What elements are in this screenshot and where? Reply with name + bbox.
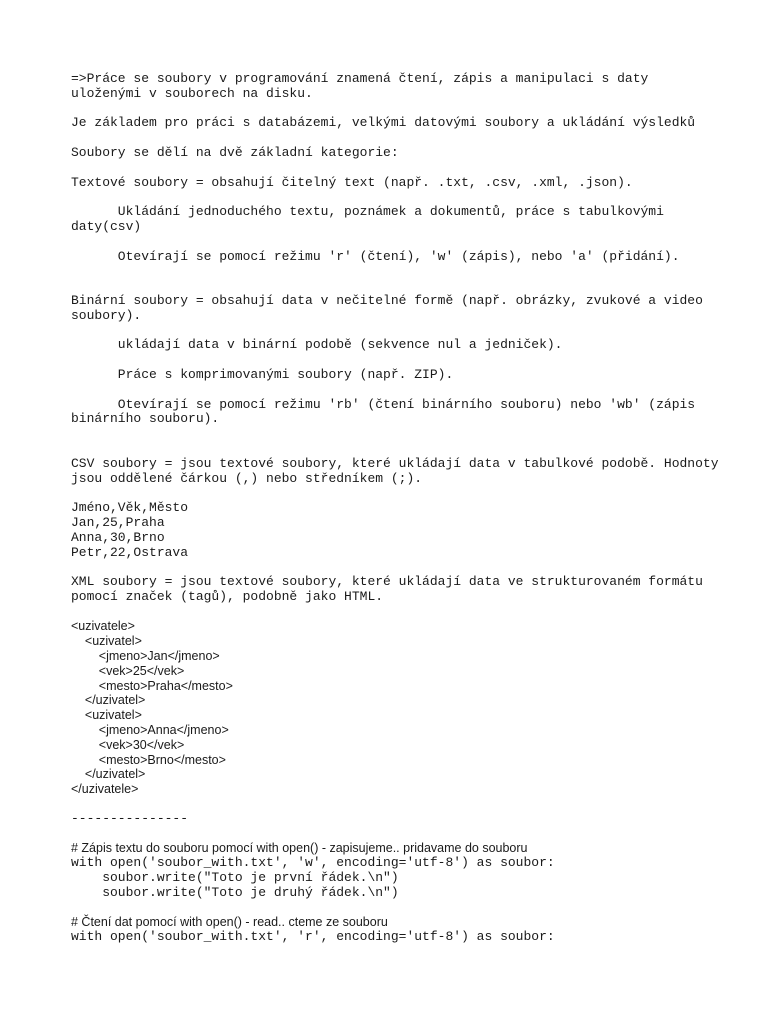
code-comment-line: # Zápis textu do souboru pomocí with open() - zapisujeme.. pridavame do souboru xyxy=(71,841,528,856)
text-line xyxy=(71,235,711,250)
separator-line: --------------- xyxy=(71,810,189,826)
text-line xyxy=(71,486,711,501)
xml-line: <uzivatel> xyxy=(71,634,142,649)
text-line: binárního souboru). xyxy=(71,411,220,427)
text-line xyxy=(71,442,711,457)
xml-line: </uzivatele> xyxy=(71,782,139,797)
text-line: Jméno,Věk,Město xyxy=(71,500,189,516)
text-line: Anna,30,Brno xyxy=(71,529,165,545)
text-line: soubory). xyxy=(71,307,142,323)
xml-line: <jmeno>Anna</jmeno> xyxy=(71,723,229,738)
xml-line: <mesto>Brno</mesto> xyxy=(71,752,226,767)
text-line: ukládají data v binární podobě (sekvence nul a jedniček). xyxy=(71,337,563,353)
text-line xyxy=(71,279,711,294)
text-line: =>Práce se soubory v programování znamená čtení, zápis a manipulaci s daty xyxy=(71,71,649,86)
text-line: Binární soubory = obsahují data v nečitelné formě (např. obrázky, zvukové a video xyxy=(71,292,703,308)
text-line: Otevírají se pomocí režimu 'rb' (čtení binárního souboru) nebo 'wb' (zápis xyxy=(71,396,696,412)
xml-line: </uzivatel> xyxy=(71,693,146,708)
text-line xyxy=(71,161,711,176)
xml-line: <mesto>Praha</mesto> xyxy=(71,678,233,693)
text-line: Textové soubory = obsahují čitelný text (např. .txt, .csv, .xml, .json). xyxy=(71,174,633,190)
text-line xyxy=(71,827,711,842)
text-line xyxy=(71,131,711,146)
text-line xyxy=(71,560,711,575)
code-line: soubor.write("Toto je druhý řádek.\n") xyxy=(71,884,399,900)
text-line xyxy=(71,264,711,279)
xml-line: <uzivatel> xyxy=(71,708,142,723)
code-comment-line: # Čtení dat pomocí with open() - read.. cteme ze souboru xyxy=(71,915,388,930)
text-line: Otevírají se pomocí režimu 'r' (čtení), 'w' (zápis), nebo 'a' (přidání). xyxy=(71,248,680,264)
text-line: CSV soubory = jsou textové soubory, které ukládají data v tabulkové podobě. Hodnoty xyxy=(71,455,719,471)
text-line xyxy=(71,901,711,916)
text-line: Je základem pro práci s databázemi, velkými datovými soubory a ukládání výsledků xyxy=(71,115,696,131)
xml-line: <jmeno>Jan</jmeno> xyxy=(71,649,220,664)
text-line xyxy=(71,605,711,620)
text-line: uloženými v souborech na disku. xyxy=(71,85,313,101)
text-line xyxy=(71,427,711,442)
text-line: Ukládání jednoduchého textu, poznámek a dokumentů, práce s tabulkovými xyxy=(71,204,664,220)
text-line: Práce s komprimovanými soubory (např. ZIP). xyxy=(71,366,454,382)
text-line: jsou oddělené čárkou (,) nebo středníkem (;). xyxy=(71,470,423,486)
text-line: Jan,25,Praha xyxy=(71,514,165,530)
text-line: pomocí značek (tagů), podobně jako HTML. xyxy=(71,588,384,604)
xml-line: </uzivatel> xyxy=(71,767,146,782)
text-line xyxy=(71,797,711,812)
text-line: Petr,22,Ostrava xyxy=(71,544,189,560)
text-line xyxy=(71,353,711,368)
text-line: Soubory se dělí na dvě základní kategorie: xyxy=(71,144,399,160)
xml-line: <vek>30</vek> xyxy=(71,737,185,752)
code-line: with open('soubor_with.txt', 'r', encoding='utf-8') as soubor: xyxy=(71,929,555,945)
text-line xyxy=(71,190,711,205)
code-line: soubor.write("Toto je první řádek.\n") xyxy=(71,870,399,886)
text-line: daty(csv) xyxy=(71,218,142,234)
xml-line: <uzivatele> xyxy=(71,619,135,634)
document-page xyxy=(71,71,719,945)
code-line: with open('soubor_with.txt', 'w', encoding='utf-8') as soubor: xyxy=(71,855,555,871)
text-line xyxy=(71,102,711,117)
text-line xyxy=(71,383,711,398)
text-line xyxy=(71,324,711,339)
xml-line: <vek>25</vek> xyxy=(71,663,185,678)
text-line: XML soubory = jsou textové soubory, které ukládají data ve strukturovaném formátu xyxy=(71,574,703,590)
